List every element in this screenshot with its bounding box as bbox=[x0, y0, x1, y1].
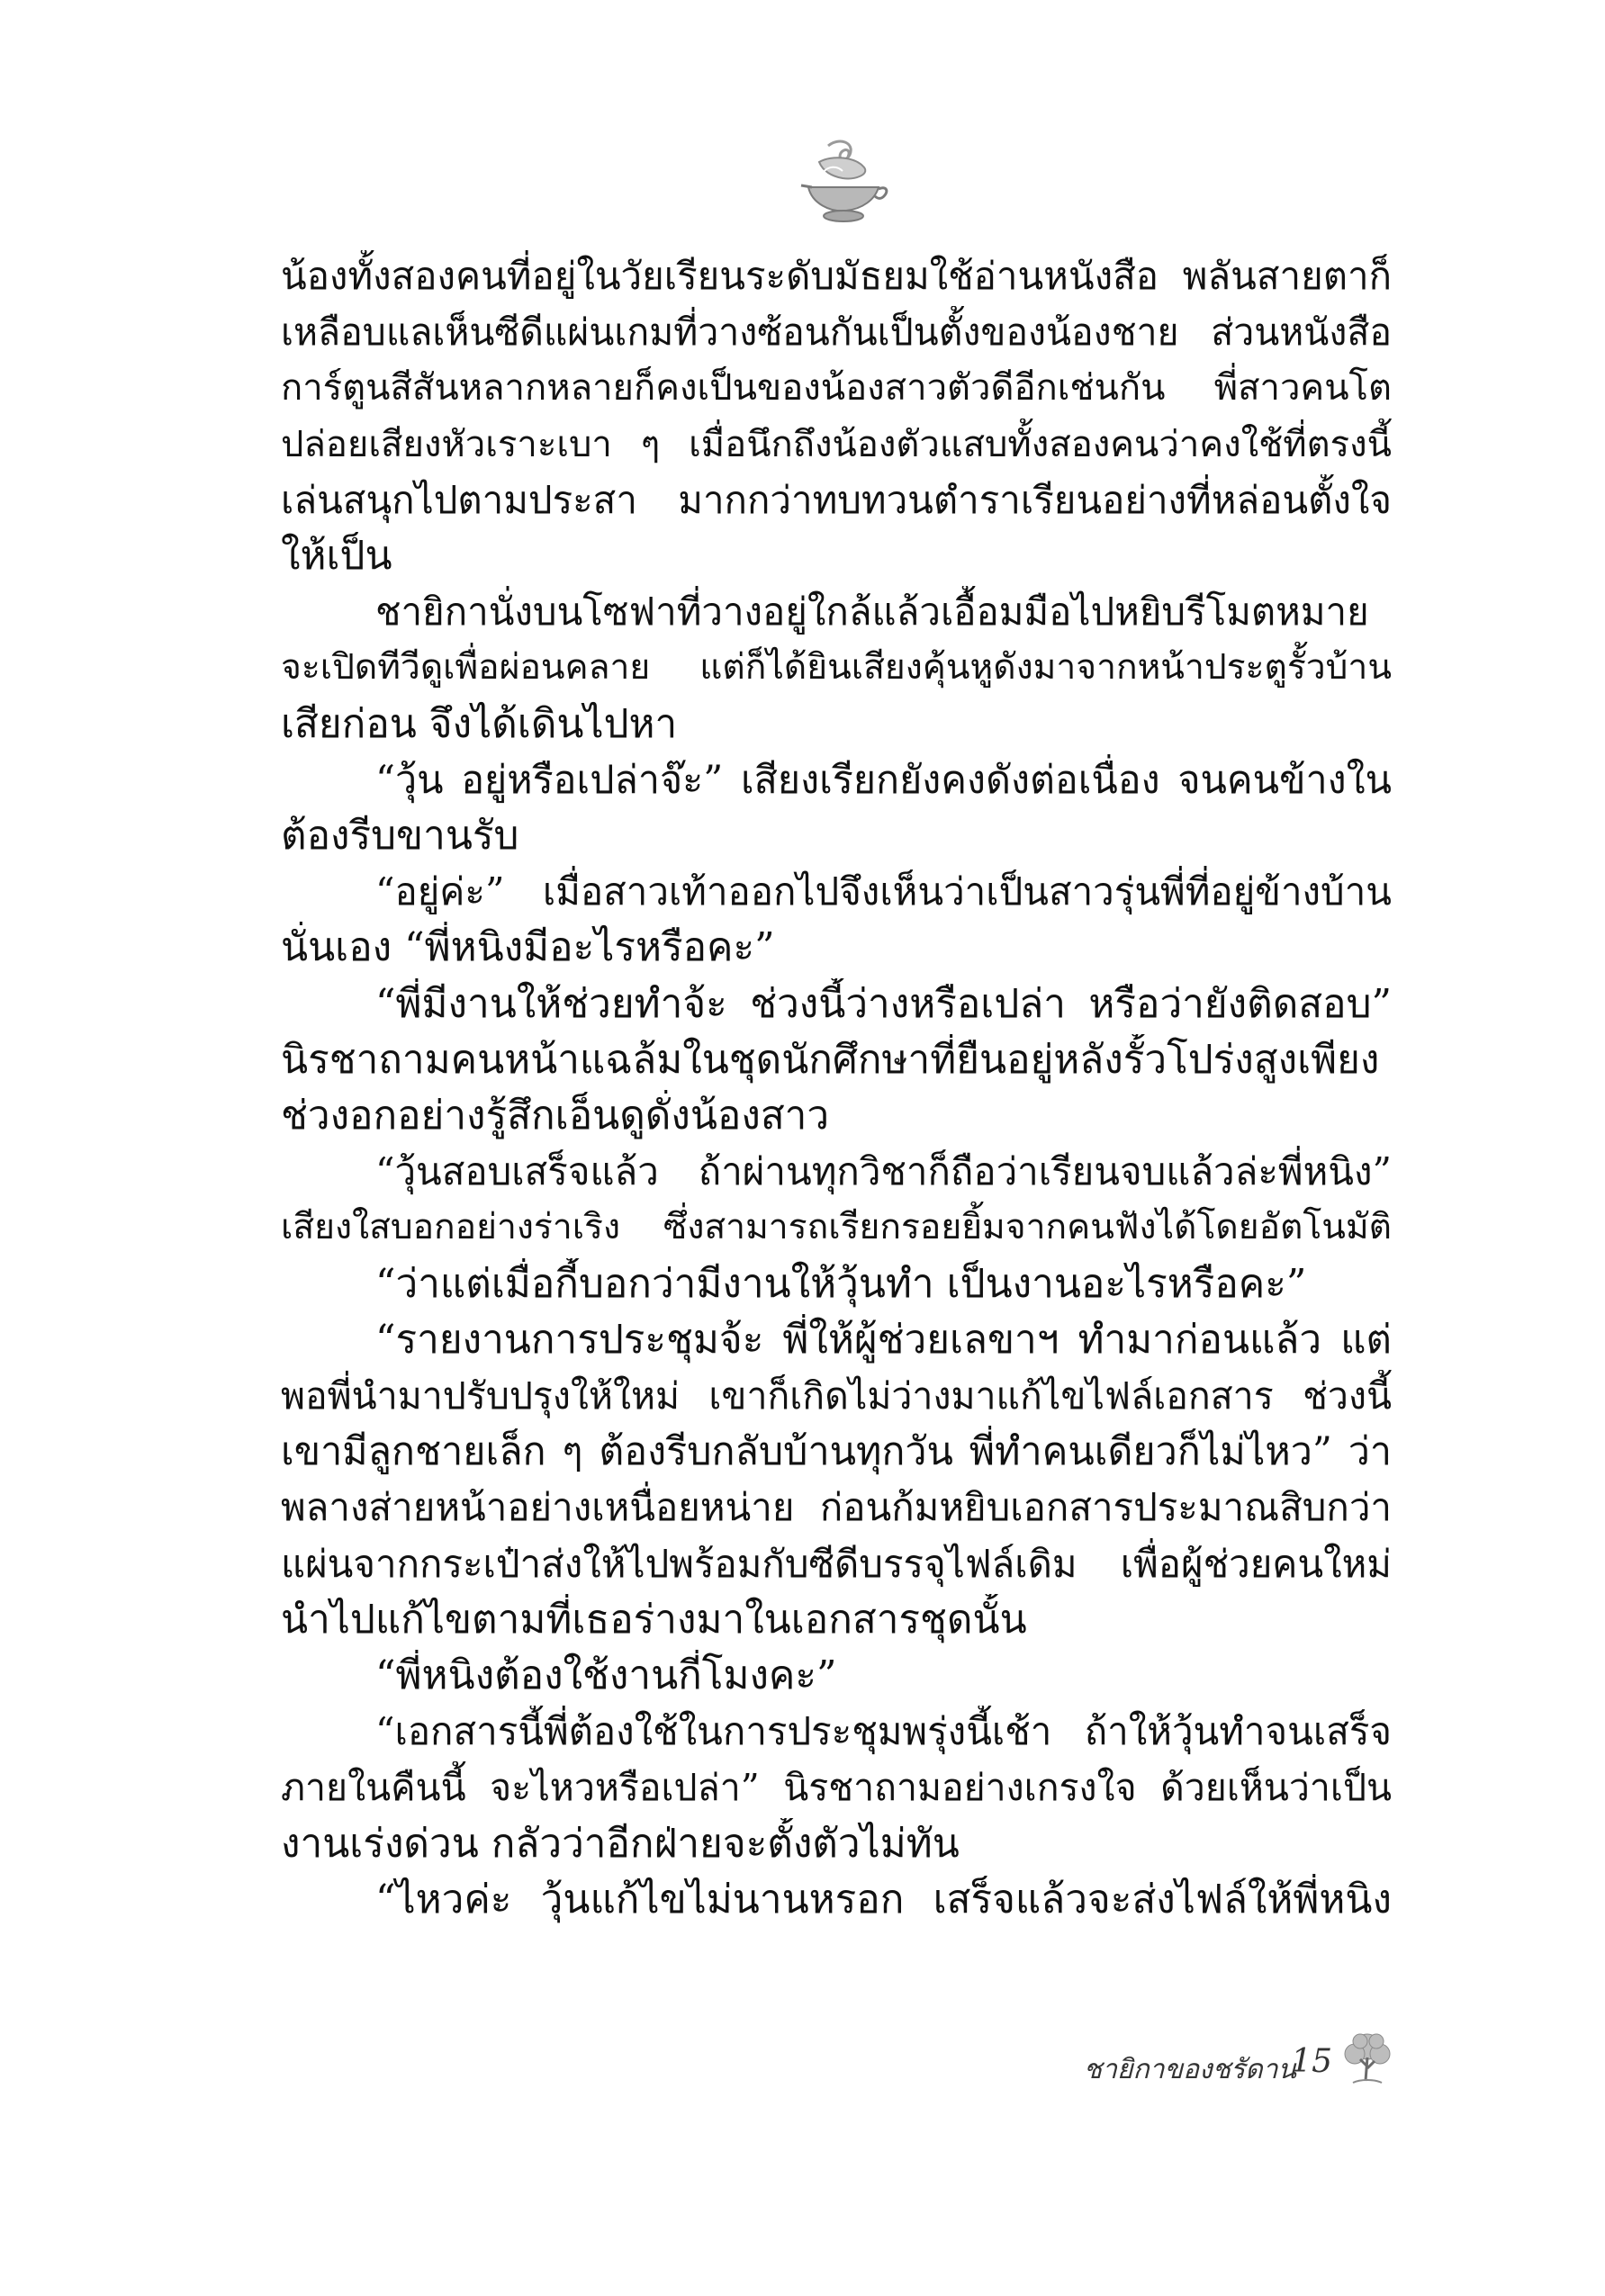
page-number: 15 bbox=[1291, 2043, 1332, 2080]
text-line: แผ่นจากกระเป๋าส่งให้ไปพร้อมกับซีดีบรรจุไฟล์เดิม เพื่อผู้ช่วยคนใหม่ bbox=[281, 1541, 1392, 1586]
text-line: ให้เป็น bbox=[281, 533, 392, 579]
text-line: เหลือบแลเห็นซีดีแผ่นเกมที่วางซ้อนกันเป็นตั้งของน้องชาย ส่วนหนังสือ bbox=[281, 311, 1392, 355]
text-line: พลางส่ายหน้าอย่างเหนื่อยหน่าย ก่อนก้มหยิบเอกสารประมาณสิบกว่า bbox=[281, 1485, 1392, 1530]
text-line: “ไหวค่ะ วุ้นแก้ไขไม่นานหรอก เสร็จแล้วจะส่งไฟล์ให้พี่หนิง bbox=[375, 1876, 1392, 1922]
text-line: “พี่หนิงต้องใช้งานกี่โมงคะ” bbox=[375, 1652, 837, 1698]
running-footer-title: ชายิกาของชรัดาน bbox=[1083, 2054, 1296, 2085]
text-line: ช่วงอกอย่างรู้สึกเอ็นดูดั่งน้องสาว bbox=[281, 1093, 830, 1139]
text-line: “วุ้น อยู่หรือเปล่าจ๊ะ” เสียงเรียกยังคงดังต่อเนื่อง จนคนข้างใน bbox=[375, 757, 1392, 803]
text-line: เขามีลูกชายเล็ก ๆ ต้องรีบกลับบ้านทุกวัน พี่ทำคนเดียวก็ไม่ไหว” ว่า bbox=[281, 1429, 1392, 1475]
text-line: “อยู่ค่ะ” เมื่อสาวเท้าออกไปจึงเห็นว่าเป็นสาวรุ่นพี่ที่อยู่ข้างบ้าน bbox=[375, 869, 1392, 914]
text-line: นำไปแก้ไขตามที่เธอร่างมาในเอกสารชุดนั้น bbox=[281, 1596, 1027, 1643]
tree-icon bbox=[1335, 2027, 1400, 2092]
oil-lamp-icon bbox=[792, 135, 891, 234]
text-line: ภายในคืนนี้ จะไหวหรือเปล่า” นิรชาถามอย่างเกรงใจ ด้วยเห็นว่าเป็น bbox=[281, 1766, 1392, 1810]
text-line: จะเปิดทีวีดูเพื่อผ่อนคลาย แต่ก็ได้ยินเสียงคุ้นหูดังมาจากหน้าประตูรั้วบ้าน bbox=[281, 647, 1392, 689]
text-line: พอพี่นำมาปรับปรุงให้ใหม่ เขาก็เกิดไม่ว่างมาแก้ไขไฟล์เอกสาร ช่วงนี้ bbox=[281, 1374, 1392, 1418]
text-line: “พี่มีงานให้ช่วยทำจ้ะ ช่วงนี้ว่างหรือเปล่า หรือว่ายังติดสอบ” bbox=[375, 980, 1392, 1027]
text-line: นั่นเอง “พี่หนิงมีอะไรหรือคะ” bbox=[281, 924, 775, 971]
text-line: ชายิกานั่งบนโซฟาที่วางอยู่ใกล้แล้วเอื้อมมือไปหยิบรีโมตหมาย bbox=[375, 590, 1369, 635]
text-line: การ์ตูนสีสันหลากหลายก็คงเป็นของน้องสาวตัวดีอีกเช่นกัน พี่สาวคนโต bbox=[281, 367, 1392, 410]
text-line: “เอกสารนี้พี่ต้องใช้ในการประชุมพรุ่งนี้เช้า ถ้าให้วุ้นทำจนเสร็จ bbox=[375, 1709, 1392, 1754]
text-line: “วุ้นสอบเสร็จแล้ว ถ้าผ่านทุกวิชาก็ถือว่าเรียนจบแล้วล่ะพี่หนิง” bbox=[375, 1149, 1392, 1194]
text-line: นิรชาถามคนหน้าแฉล้มในชุดนักศึกษาที่ยืนอยู่หลังรั้วโปร่งสูงเพียง bbox=[281, 1036, 1380, 1083]
page-footer bbox=[1062, 2043, 1404, 2106]
text-line: เล่นสนุกไปตามประสา มากกว่าทบทวนตำราเรียนอย่างที่หล่อนตั้งใจ bbox=[281, 477, 1392, 522]
text-line: น้องทั้งสองคนที่อยู่ในวัยเรียนระดับมัธยมใช้อ่านหนังสือ พลันสายตาก็ bbox=[281, 254, 1392, 298]
text-line: “รายงานการประชุมจ้ะ พี่ให้ผู้ช่วยเลขาฯ ทำมาก่อนแล้ว แต่ bbox=[375, 1316, 1392, 1363]
text-line: งานเร่งด่วน กลัวว่าอีกฝ่ายจะตั้งตัวไม่ทัน bbox=[281, 1820, 960, 1867]
text-line: เสียก่อน จึงได้เดินไปหา bbox=[281, 700, 678, 747]
text-line: ปล่อยเสียงหัวเราะเบา ๆ เมื่อนึกถึงน้องตัวแสบทั้งสองคนว่าคงใช้ที่ตรงนี้ bbox=[281, 423, 1392, 465]
text-line: เสียงใสบอกอย่างร่าเริง ซึ่งสามารถเรียกรอยยิ้มจากคนฟังได้โดยอัตโนมัติ bbox=[281, 1207, 1392, 1248]
text-line: ต้องรีบขานรับ bbox=[281, 813, 519, 859]
text-line: “ว่าแต่เมื่อกี้บอกว่ามีงานให้วุ้นทำ เป็นงานอะไรหรือคะ” bbox=[375, 1260, 1307, 1307]
